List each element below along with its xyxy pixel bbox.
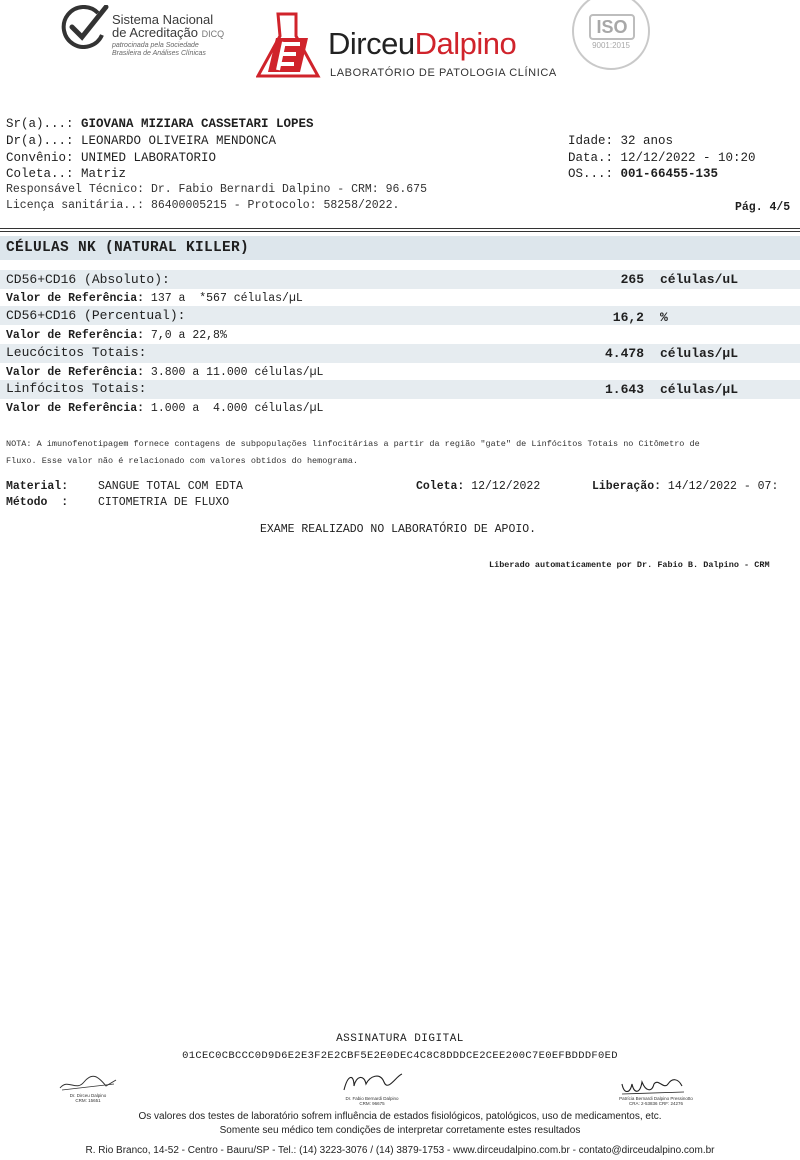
signature-scribble-2 [340, 1070, 406, 1096]
tech-label: Responsável Técnico: [6, 183, 151, 196]
signature-2-crm: CRM: 96675 [359, 1101, 385, 1106]
brand-name [328, 26, 516, 62]
age-row [568, 133, 673, 149]
result-unit: células/µL [660, 346, 739, 361]
result-label: CD56+CD16 (Percentual): [6, 308, 186, 323]
insurance-value: UNIMED LABORATORIO [81, 151, 217, 165]
iso-seal [572, 0, 650, 70]
signature-2 [336, 1096, 408, 1106]
insurance-label: Convênio: [6, 151, 82, 165]
accreditation-brand: DICQ [201, 29, 225, 39]
coleta-value: 12/12/2022 [471, 480, 541, 493]
license-label: Licença sanitária..: [6, 199, 151, 212]
result-value: 1.643 [604, 382, 644, 397]
brand-name-part1: Dirceu [328, 26, 415, 61]
external-lab-note: EXAME REALIZADO NO LABORATÓRIO DE APOIO. [260, 523, 537, 536]
patient-name-row [6, 116, 314, 132]
coleta-row [416, 480, 540, 493]
footer-disclaimer-2: Somente seu médico tem condições de interpretar corretamente estes resultados [219, 1125, 581, 1136]
reference-row [6, 402, 323, 415]
license-row [6, 198, 399, 214]
doctor-name: LEONARDO OLIVEIRA MENDONCA [81, 134, 277, 148]
date-row [568, 150, 756, 166]
os-label: OS...: [568, 167, 621, 181]
signature-1-name: Dr. Dirceu Dalpino [69, 1093, 107, 1098]
accreditation-line2 [112, 26, 224, 41]
brand-subtitle: LABORATÓRIO DE PATOLOGIA CLÍNICA [330, 67, 557, 79]
reference-label: Valor de Referência: [6, 329, 145, 342]
date-value: 12/12/2022 - 10:20 [620, 151, 756, 165]
note-line1: NOTA: A imunofenotipagem fornece contagens de subpopulações linfocitárias a partir da região "gate" de Linfócitos Totais no Citômetro de [6, 439, 700, 449]
lab-logo [256, 12, 566, 84]
result-label: CD56+CD16 (Absoluto): [6, 272, 170, 287]
signature-title: ASSINATURA DIGITAL [336, 1033, 464, 1045]
iso-number: 9001:2015 [592, 41, 630, 50]
reference-label: Valor de Referência: [6, 402, 145, 415]
iso-label: ISO [589, 14, 635, 40]
collection-value: Matriz [81, 167, 127, 181]
released-by: Liberado automaticamente por Dr. Fabio B. Dalpino - CRM [489, 560, 770, 570]
os-row [568, 166, 718, 182]
material-value: SANGUE TOTAL COM EDTA [98, 480, 243, 493]
signature-3 [606, 1096, 706, 1106]
signature-scribble-3 [618, 1074, 688, 1098]
tech-row [6, 182, 427, 198]
result-label: Linfócitos Totais: [6, 381, 147, 396]
result-label: Leucócitos Totais: [6, 345, 147, 360]
signature-1-crm: CRM: 15651 [75, 1098, 101, 1103]
footer-disclaimer-1: Os valores dos testes de laboratório sofrem influência de estados fisiológicos, patológicos, uso de medicamentos, etc. [138, 1111, 662, 1122]
dicq-check-icon [58, 5, 110, 49]
liberacao-value: 14/12/2022 - 07: [667, 480, 779, 493]
reference-value: 1.000 a 4.000 células/µL [144, 402, 324, 415]
brand-name-part2: Dalpino [414, 26, 517, 61]
note-line2: Fluxo. Esse valor não é relacionado com valores obtidos do hemograma. [6, 456, 358, 466]
result-value: 16,2 [612, 310, 644, 325]
accreditation-sub1: patrocinada pela Sociedade [112, 42, 199, 49]
reference-label: Valor de Referência: [6, 292, 145, 305]
reference-value: 7,0 a 22,8% [144, 329, 227, 342]
accreditation-line1: Sistema Nacional [112, 12, 214, 27]
reference-value: 137 a *567 células/µL [144, 292, 303, 305]
accreditation-line2-text: de Acreditação [112, 25, 199, 40]
date-label: Data.: [568, 151, 621, 165]
reference-row [6, 329, 227, 342]
signature-2-name: Dr. Fabio Bernardi Dalpino [345, 1096, 399, 1101]
patient-name-label: Sr(a)...: [6, 117, 82, 131]
collection-row [6, 166, 126, 182]
result-unit: células/µL [660, 382, 739, 397]
reference-label: Valor de Referência: [6, 366, 145, 379]
collection-label: Coleta..: [6, 167, 82, 181]
dicq-logo [58, 3, 233, 63]
header-divider-2 [0, 231, 800, 232]
signature-1 [60, 1093, 116, 1103]
result-unit: células/uL [660, 272, 739, 287]
reference-row [6, 292, 303, 305]
coleta-label: Coleta: [416, 480, 465, 493]
footer-address: R. Rio Branco, 14-52 - Centro - Bauru/SP - Tel.: (14) 3223-3076 / (14) 3879-1753 - www.dirceudalpino.com.br - contato@dirceudalpino.com.br [85, 1145, 715, 1156]
result-value: 4.478 [604, 346, 644, 361]
header-divider [0, 228, 800, 229]
material-label: Material: [6, 480, 69, 493]
license-value: 86400005215 - Protocolo: 58258/2022. [150, 199, 400, 212]
age-value: 32 anos [620, 134, 674, 148]
result-unit: % [660, 310, 668, 325]
insurance-row [6, 150, 216, 166]
age-label: Idade: [568, 134, 621, 148]
method-value: CITOMETRIA DE FLUXO [98, 496, 230, 509]
exam-title: CÉLULAS NK (NATURAL KILLER) [6, 240, 250, 256]
liberacao-label: Liberação: [592, 480, 662, 493]
accreditation-sub2: Brasileira de Análises Clínicas [112, 50, 206, 57]
tech-value: Dr. Fabio Bernardi Dalpino - CRM: 96.675 [150, 183, 427, 196]
patient-name: GIOVANA MIZIARA CASSETARI LOPES [81, 117, 314, 131]
doctor-label: Dr(a)...: [6, 134, 82, 148]
signature-3-crm: CRA: 2-53836 CRF: 24276 [628, 1101, 684, 1106]
method-label: Método : [6, 496, 69, 509]
doctor-row [6, 133, 276, 149]
result-value: 265 [620, 272, 644, 287]
liberacao-row [592, 480, 778, 493]
page-number: Pág. 4/5 [735, 201, 791, 214]
reference-value: 3.800 a 11.000 células/µL [144, 366, 324, 379]
signature-hash: 01CEC0CBCCC0D9D6E2E3F2E2CBF5E2E0DEC4C8C8DDDCE2CEE200C7E0EFBDDDF0ED [182, 1050, 618, 1062]
flask-logo-icon [256, 12, 324, 82]
signature-3-name: Patrícia Bernardi Dalpino Pressinotto [619, 1096, 693, 1101]
signature-scribble-1 [58, 1072, 118, 1094]
reference-row [6, 366, 323, 379]
os-value: 001-66455-135 [620, 167, 719, 181]
